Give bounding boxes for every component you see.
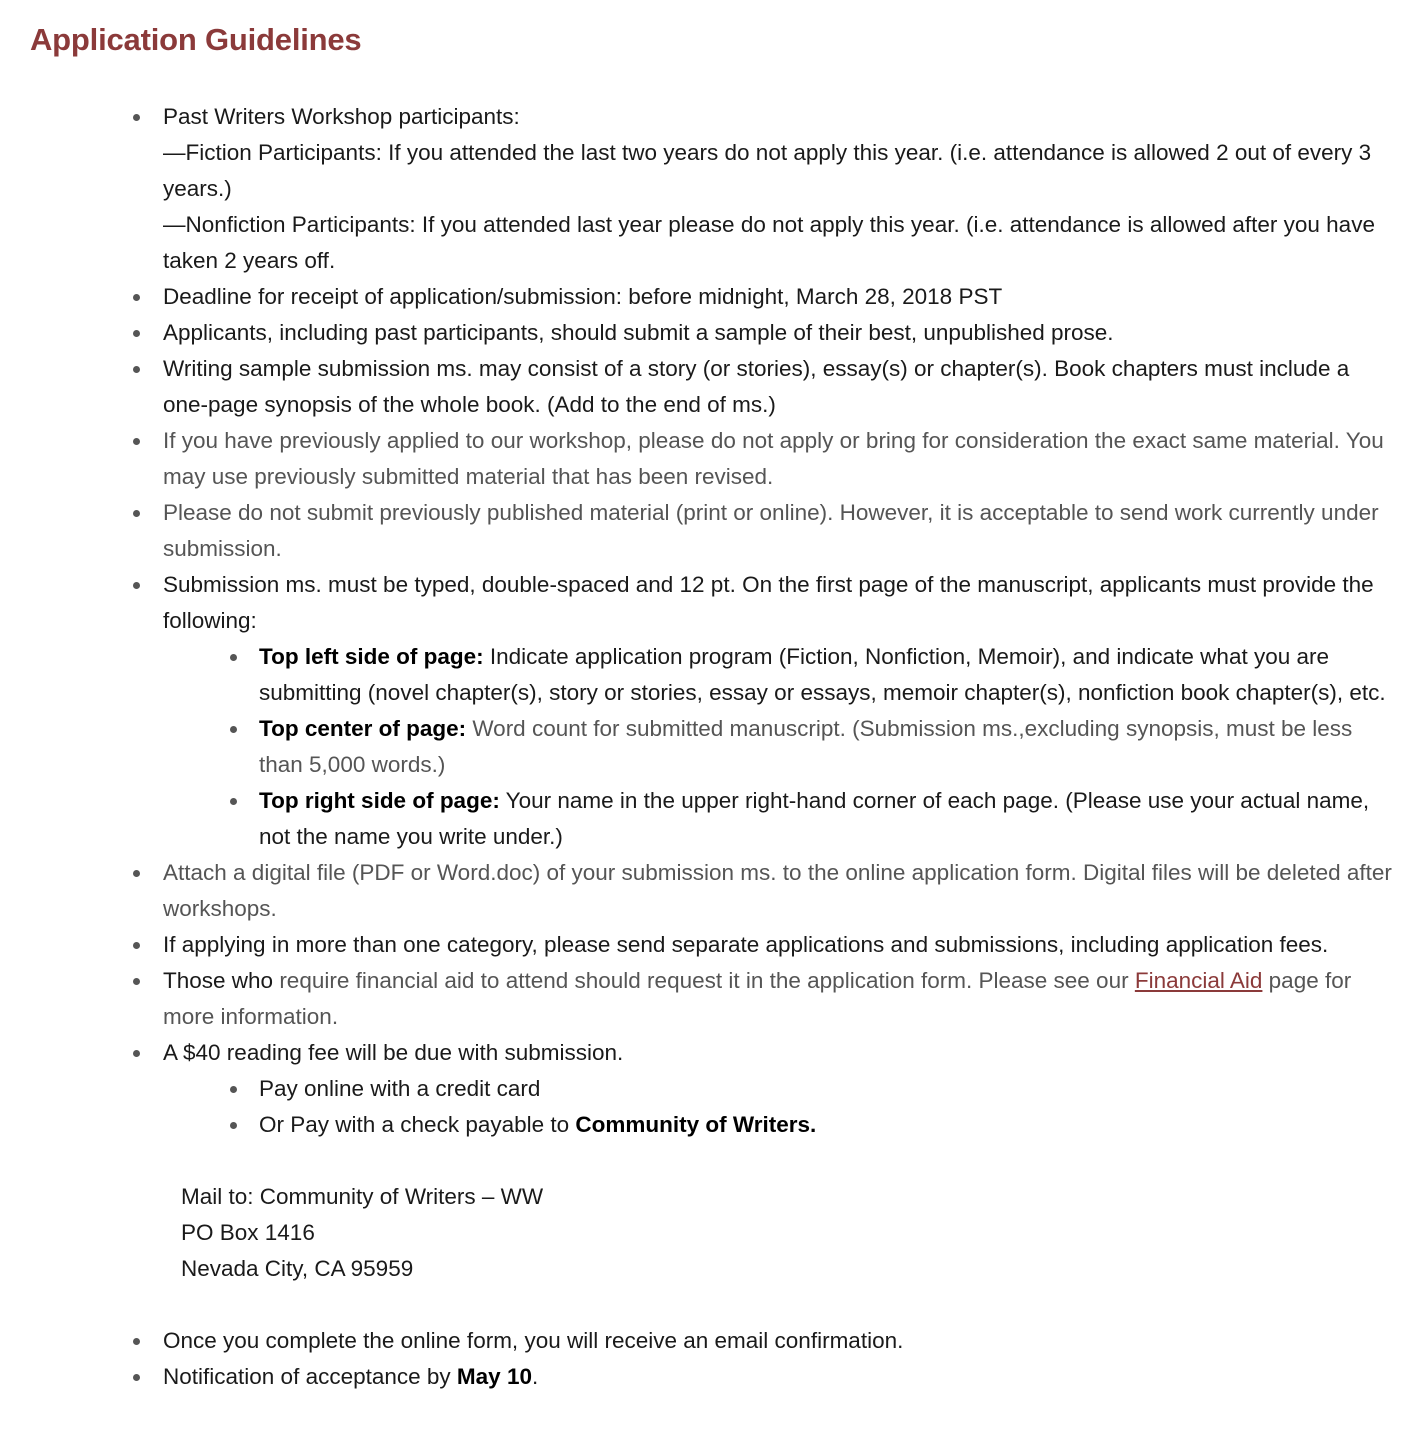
fiction-participants-text: —Fiction Participants: If you attended the last two years do not apply this year. (i.e. attendance is allowed 2 out of every 3 years.) [163,140,1372,201]
financial-aid-link[interactable]: Financial Aid [1134,968,1263,993]
notification-prefix: Notification of acceptance by [163,1364,457,1389]
sublist-item-top-left [163,639,1400,711]
list-item-past-participants [0,99,1428,279]
guidelines-content [0,99,1428,1395]
format-text: Submission ms. must be typed, double-spaced and 12 pt. On the first page of the manuscript, applicants must provide the following: [163,572,1374,633]
sublist-item-pay-check [163,1107,1400,1143]
financial-suffix: page for more information. [163,968,1352,1029]
format-sublist [163,639,1400,855]
pay-check-prefix: Or Pay with a check payable to [259,1112,576,1137]
notification-suffix: . [531,1364,539,1389]
top-right-text: Your name in the upper right-hand corner of each page. (Please use your actual name, not the name you write under.) [259,788,1370,849]
top-center-text: Word count for submitted manuscript. (Submission ms.,excluding synopsis, must be less than 5,000 words.) [259,716,1353,777]
list-item-previously-published: Please do not submit previously published material (print or online). However, it is acceptable to send work currently under submission. [0,495,1428,567]
top-right-label: Top right side of page: [259,788,500,813]
list-item-writing-sample: Writing sample submission ms. may consist of a story (or stories), essay(s) or chapter(s). Book chapters must include a one-page synopsis of the whole book. (Add to the end of ms.) [0,351,1428,423]
page-title: Application Guidelines [30,22,362,57]
sublist-item-pay-online: Pay online with a credit card [163,1071,1400,1107]
list-item-confirmation: Once you complete the online form, you will receive an email confirmation. [0,1323,1428,1359]
list-item-previously-applied: If you have previously applied to our workshop, please do not apply or bring for consideration the exact same material. You may use previously submitted material that has been revised. [0,423,1428,495]
guidelines-list [0,99,1428,1395]
mail-line-3: Nevada City, CA 95959 [181,1256,414,1281]
list-item-multiple-categories: If applying in more than one category, please send separate applications and submissions, including application fees. [0,927,1428,963]
mail-line-1: Mail to: Community of Writers – WW [181,1184,544,1209]
list-item-format [0,567,1428,855]
top-left-text: Indicate application program (Fiction, Nonfiction, Memoir), and indicate what you are submitting (novel chapter(s), story or stories, essay or essays, memoir chapter(s), nonfiction book chapter(s), etc. [259,644,1386,705]
nonfiction-participants-text: —Nonfiction Participants: If you attended last year please do not apply this year. (i.e. attendance is allowed after you have taken 2 years off. [163,212,1375,273]
top-left-label: Top left side of page: [259,644,484,669]
list-item-attach: Attach a digital file (PDF or Word.doc) of your submission ms. to the online application form. Digital files will be deleted after workshops. [0,855,1428,927]
sublist-item-top-center [163,711,1400,783]
financial-middle: require financial aid to attend should request it in the application form. Please see our [273,968,1135,993]
notification-date: May 10 [456,1364,532,1389]
list-item-applicants: Applicants, including past participants, should submit a sample of their best, unpublished prose. [0,315,1428,351]
financial-prefix: Those who [163,968,274,993]
list-item-financial-aid [0,963,1428,1035]
list-item-reading-fee [0,1035,1428,1287]
mailing-address [181,1179,1400,1287]
list-item-notification [0,1359,1428,1395]
past-participants-intro: Past Writers Workshop participants: [163,104,520,129]
pay-check-payee: Community of Writers. [575,1112,817,1137]
top-center-label: Top center of page: [259,716,467,741]
mail-line-2: PO Box 1416 [181,1220,315,1245]
list-item-deadline: Deadline for receipt of application/submission: before midnight, March 28, 2018 PST [0,279,1428,315]
payment-sublist [163,1071,1400,1143]
sublist-item-top-right [163,783,1400,855]
reading-fee-text: A $40 reading fee will be due with submission. [163,1040,624,1065]
